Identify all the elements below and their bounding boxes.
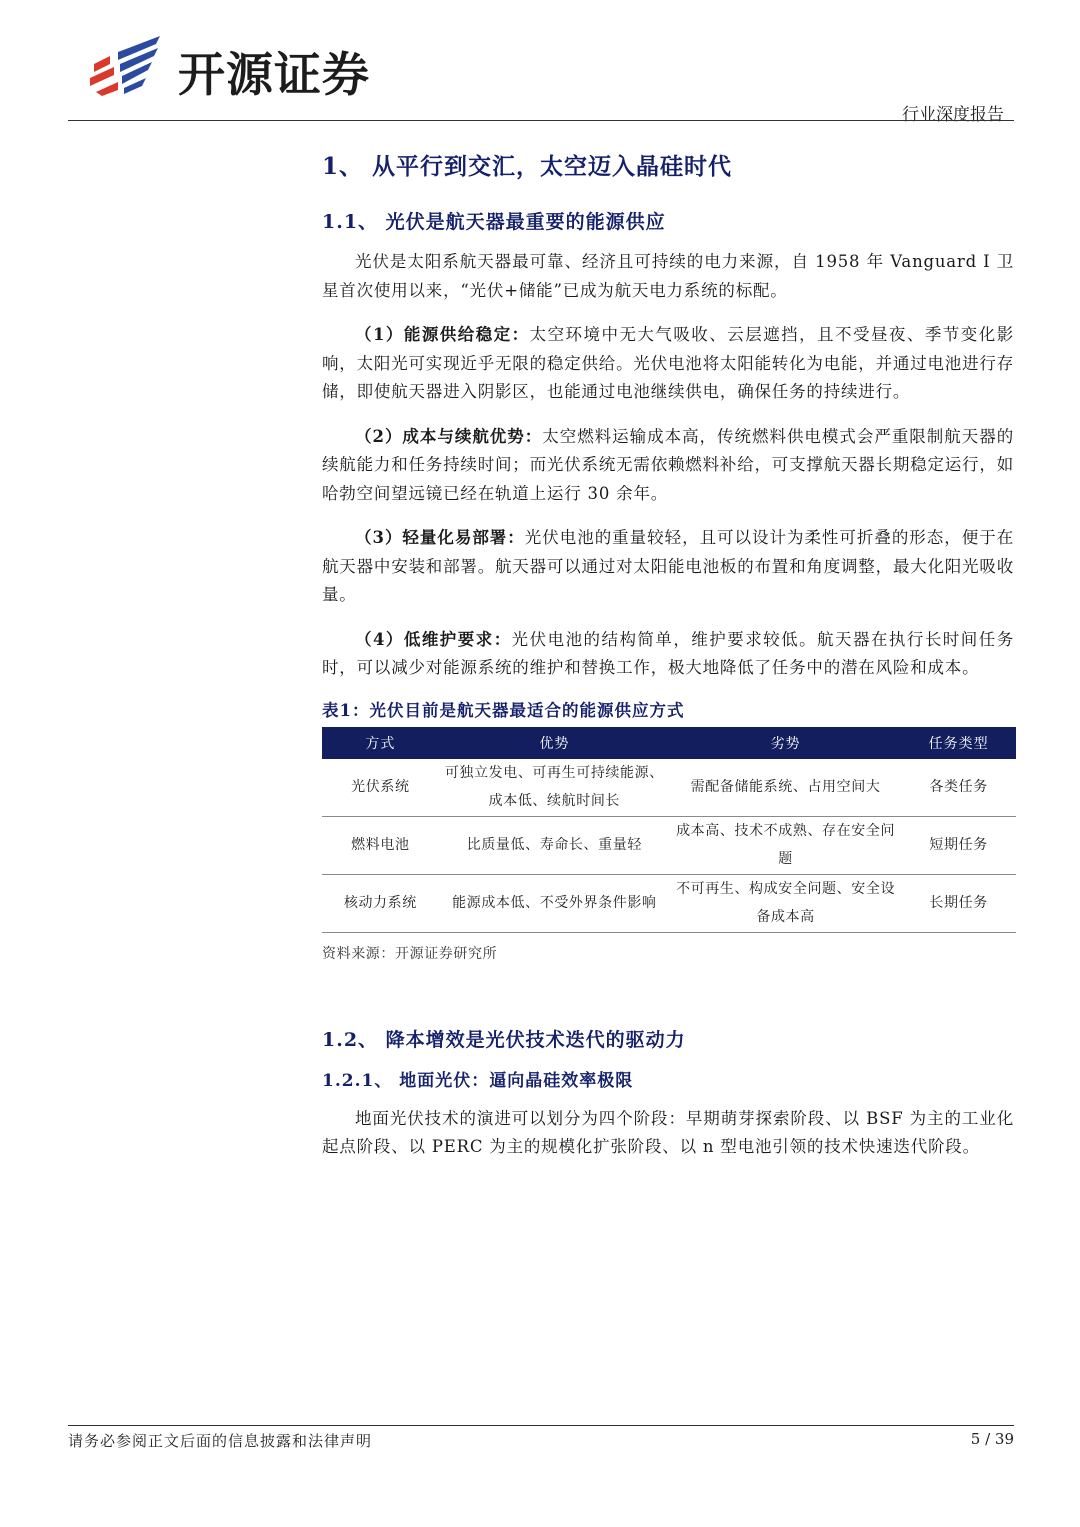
section-1-2-1-paragraph: 地面光伏技术的演进可以划分为四个阶段：早期萌芽探索阶段、以 BSF 为主的工业化起点阶段、以 PERC 为主的规模化扩张阶段、以 n 型电池引领的技术快速迭代阶段。	[322, 1108, 1014, 1156]
brand-name: 开源证券	[178, 48, 370, 103]
report-type-label: 行业深度报告	[902, 105, 1004, 125]
table-cell: 长期任务	[901, 874, 1016, 932]
table-cell: 短期任务	[901, 816, 1016, 874]
section-1-2-heading: 1.2、 降本增效是光伏技术迭代的驱动力	[322, 1028, 686, 1051]
point-paragraph-1	[322, 321, 1014, 407]
table-cell: 能源成本低、不受外界条件影响	[439, 874, 670, 932]
table-header-row	[322, 727, 1016, 759]
table-cell: 核动力系统	[322, 874, 439, 932]
footer-divider	[68, 1425, 1014, 1426]
table-row	[322, 816, 1016, 874]
page-number: 5 / 39	[970, 1430, 1014, 1448]
table-cell: 光伏系统	[322, 759, 439, 817]
point-paragraph-4	[322, 626, 1014, 683]
table-cell: 成本高、技术不成熟、存在安全问题	[670, 816, 901, 874]
point-text-3: 光伏电池的重量较轻，且可以设计为柔性可折叠的形态，便于在航天器中安装和部署。航天器可以通过对太阳能电池板的布置和角度调整，最大化阳光吸收量。	[322, 528, 1015, 604]
intro-paragraph: 光伏是太阳系航天器最可靠、经济且可持续的电力来源，自 1958 年 Vanguard I 卫星首次使用以来，“光伏+储能”已成为航天电力系统的标配。	[322, 252, 1014, 300]
kaiyuan-logo-icon	[88, 34, 166, 96]
page-header	[0, 0, 1080, 125]
point-lead-4: （4）低维护要求：	[355, 629, 512, 649]
section-1-1-heading: 1.1、 光伏是航天器最重要的能源供应	[322, 211, 666, 233]
table-cell: 各类任务	[901, 759, 1016, 817]
table-1-title: 表1：光伏目前是航天器最适合的能源供应方式	[322, 700, 685, 720]
point-paragraph-3	[322, 524, 1014, 610]
header-advantage: 优势	[539, 735, 570, 752]
header-method: 方式	[365, 735, 396, 752]
table-cell: 比质量低、寿命长、重量轻	[439, 816, 670, 874]
header-divider	[68, 120, 1014, 121]
header-disadvantage: 劣势	[770, 735, 801, 752]
table-cell: 需配备储能系统、占用空间大	[670, 759, 901, 817]
table-row	[322, 874, 1016, 932]
header-mission-type: 任务类型	[928, 735, 989, 752]
main-content	[322, 140, 1014, 1162]
section-1-2-1-heading: 1.2.1、 地面光伏：逼向晶硅效率极限	[322, 1070, 634, 1091]
point-text-1: 太空环境中无大气吸收、云层遮挡，且不受昼夜、季节变化影响，太阳光可实现近乎无限的稳定供给。光伏电池将太阳能转化为电能，并通过电池进行存储，即使航天器进入阴影区，也能通过电池继续供电，确保任务的持续进行。	[322, 325, 1014, 401]
point-lead-3: （3）轻量化易部署：	[355, 528, 525, 547]
disclaimer-text: 请务必参阅正文后面的信息披露和法律声明	[68, 1432, 373, 1450]
point-text-4: 光伏电池的结构简单，维护要求较低。航天器在执行长时间任务时，可以减少对能源系统的维护和替换工作，极大地降低了任务中的潜在风险和成本。	[322, 629, 1015, 677]
point-text-2: 太空燃料运输成本高，传统燃料供电模式会严重限制航天器的续航能力和任务持续时间；而光伏系统无需依赖燃料补给，可支撑航天器长期稳定运行，如哈勃空间望远镜已经在轨道上运行 30 余年。	[322, 426, 1014, 503]
table-row	[322, 759, 1016, 817]
point-lead-2: （2）成本与续航优势：	[355, 426, 543, 446]
table-source-note: 资料来源：开源证券研究所	[322, 945, 498, 962]
table-cell: 不可再生、构成安全问题、安全设备成本高	[670, 874, 901, 932]
point-lead-1: （1）能源供给稳定：	[355, 325, 530, 344]
point-paragraph-2	[322, 423, 1014, 509]
section-1-heading: 1、 从平行到交汇，太空迈入晶硅时代	[322, 153, 733, 180]
energy-comparison-table	[322, 727, 1016, 933]
table-cell: 可独立发电、可再生可持续能源、成本低、续航时间长	[439, 759, 670, 817]
table-cell: 燃料电池	[322, 816, 439, 874]
